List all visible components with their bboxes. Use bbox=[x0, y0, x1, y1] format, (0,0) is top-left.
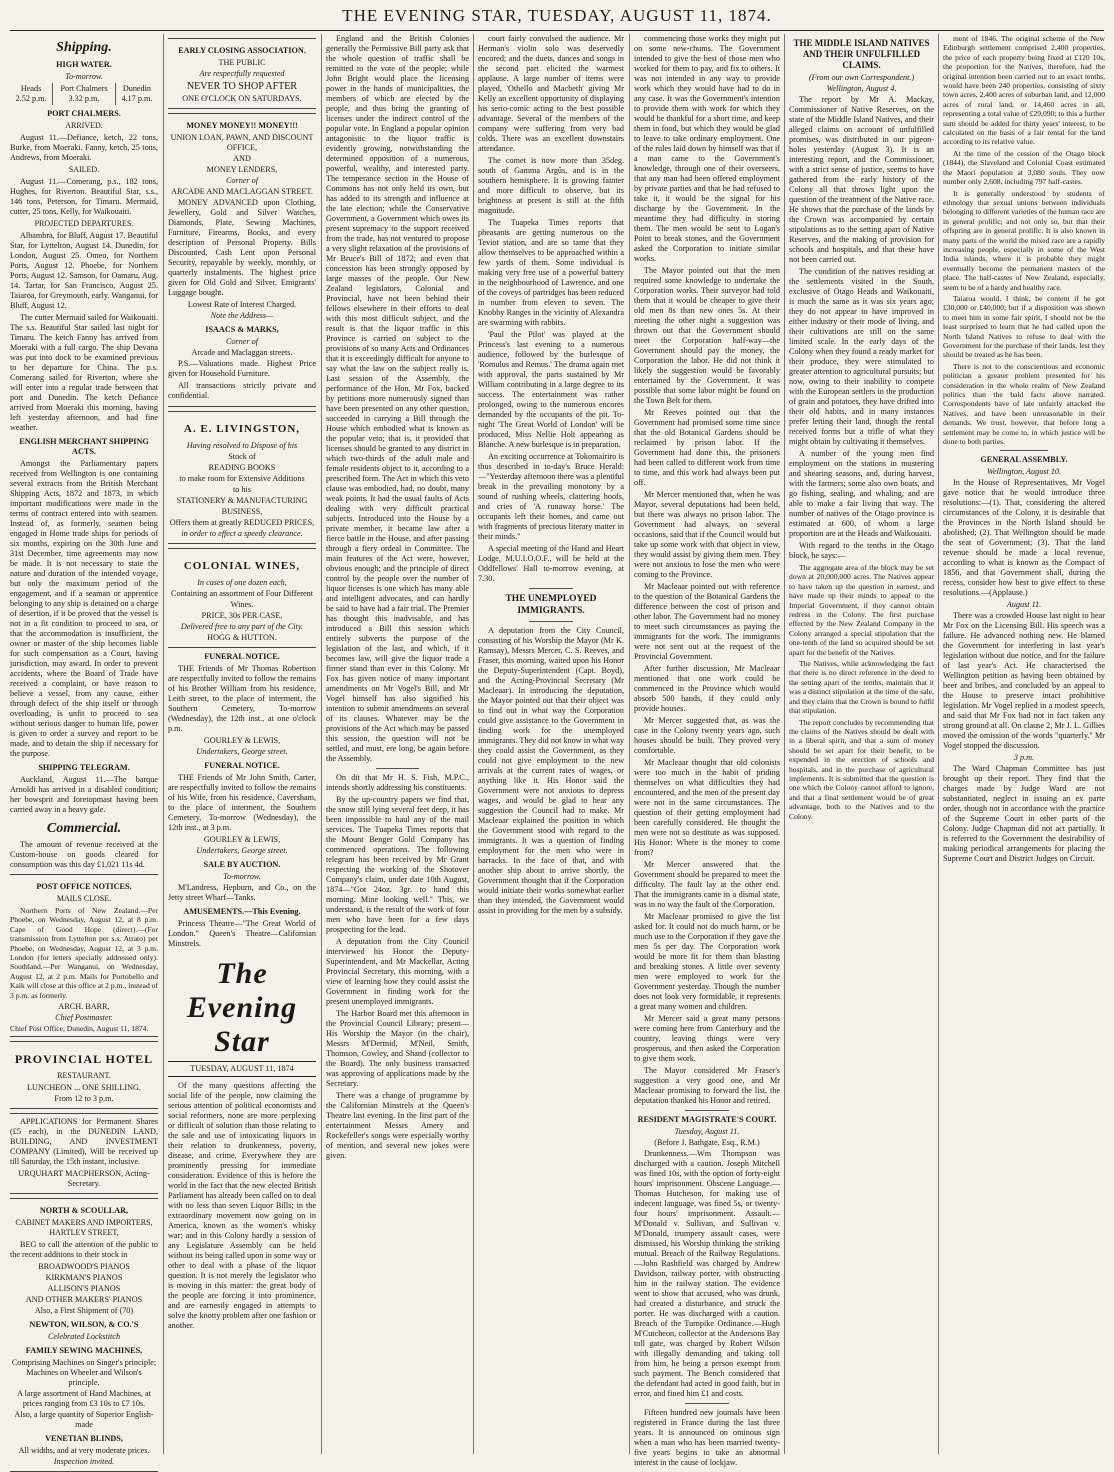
tide-cell: Heads 2.52 p.m. bbox=[10, 83, 53, 105]
column-2 bbox=[168, 34, 316, 1454]
editorial-continued: England and the British Colonies generally the Permissive Bill party ask that the whole question of traffic shall be remitted to the vote of the people; while John Bright would place the licensing power in the hands of municipalities, the members of which are elected by the people, and thus bring the granting of licenses under the indirect control of the popular vote. In England a popular opinion antagonistic to the liquor traffic is evidently growing, notwithstanding the determined opposition of a numerous, powerful, wealthy, and interested party. The temperance section in the House of Commons has not only held its own, but has added to its strength and influence at the late election; while the Conservative Government, a Government which owes its present supremacy to the support received from the trade, has not ventured to propose a very slight relaxation of the provisions of Mr Bruce's Bill of 1872; and even that concession has been strongly opposed by large masses of the people. Our New Zealand legislators, Colonial and Provincial, have not been behind their fellows elsewhere in their efforts to deal with this most difficult subject, and the result is that the liquor traffic in this Province is carried on subject to the provisions of so many Acts and Ordinances that it is exceedingly difficult for anyone to say what the law on the subject really is. Last session of the Assembly, the performance of the Hon. Mr Fox, backed by petitions more numerously signed than have been presented on any other question, succeeded in carrying a Bill through the House which embodied what is known as the popular veto; that is, it provided that licenses should be granted to any district in which two-thirds of the adult male and female residents object to it, according to a prescribed form. The Act in which this veto clause was embodied, had, no doubt, many weak points. It had the usual faults of Acts dealing with very difficult practical subjects. Introduced into the House by a private member, it became law after a fierce battle in the House, and after passing through a fiery ordeal in Committee. The main features of the Act were, however, obvious enough; and the principle of direct control by the people over the number of liquor licenses is one which has many able and intelligent advocates, and can hardly be said to have had a fair trial. The Premier has thought this inadvisable, and has introduced a Bill this session which entirely subverts the purpose of the legislation of the last, and which, if it becomes law, will give the liquor trade a firmer stand than ever in this Colony. Mr Fox has given notice of many important amendments on Mr Vogel's Bill, and Mr Vogel himself has also signified his intention to submit amendments on several of its clauses. Whatever may be the provisions of the Act which may be passed this session, the question will not be settled, and must, ere long, be again before the Assembly. bbox=[326, 34, 469, 763]
land-company-advert bbox=[10, 1113, 158, 1194]
column-rule bbox=[473, 34, 474, 1454]
funeral-firm: GOURLEY & LEWIS, bbox=[203, 736, 281, 745]
harmoniums-text: Also, a First Shipment of (70) bbox=[34, 1306, 134, 1316]
livingston-text: Stock of bbox=[228, 452, 256, 461]
port-chalmers-heading: PORT CHALMERS. bbox=[47, 109, 121, 118]
livingston-text: READING BOOKS bbox=[208, 463, 276, 472]
natives-text: A number of the young men find employment on the stations in mustering and shearing seasons, and, during harvest, with the farmers; some also own boats, and go fishing, sealing, and whaling, and are able to make a fair living that way. The number of natives of the Otago province is estimated at 600, of whom a large proportion are at the Heads and Waikouaiti. bbox=[789, 449, 934, 538]
news-paragraph: 'Paul the Pilot' was played at the Princess's last evening to a numerous audience, followed by the burlesque of 'Romulus and Remus.' The drama again met with approval, the parts sustained by Mr William contributing in a large degree to its success. The entertainment was rather prolonged, owing to the numerous encores demanded by the occupants of the pit. To-night 'The Great World of London' will be produced, Miss Nellie Holt appearing as Blanche. A new burlesque is in preparation. bbox=[478, 330, 624, 449]
sailed-text: August 11.—Comerang, p.s., 182 tons, Hughes, for Riverton. Beautiful Star, s.s., 146 tons, Peterson, for Timaru. Mermaid, cutter, 25 tons, Kelly, for Waikouaiti. bbox=[10, 177, 158, 216]
high-water-heading: HIGH WATER. bbox=[56, 60, 112, 69]
livingston-text: STATIONERY & MANUFACTURING bbox=[176, 496, 308, 505]
money-lenders: MONEY LENDERS, bbox=[206, 165, 278, 174]
news-paragraph: The Harbor Board met this afternoon in the Provincial Council Library; present—His Worship the Mayor (in the chair), Messrs M'Dermid, M'Neil, Smith, Thomson, Cowley, and Shand (collector to the Board). The only business transacted was approving of applications made by the Secretary. bbox=[326, 1009, 469, 1088]
amusements-heading: AMUSEMENTS.—This Evening. bbox=[183, 907, 301, 916]
tide-cell: Port Chalmers 3.32 p.m. bbox=[53, 83, 116, 105]
projected-text: Albambra, for Bluff, August 17. Beautiful Star, for Lyttelton, August 14. Dunedin, for London, August 25. Omeo, for Northern Ports, August 12. Phoebe, for Northern Ports, August 12. Samson, for Oamaru, Aug. 14. Tartar, for San Francisco, August 25. Taiaroa, for Greymouth, early. Wanganui, for Bluff, August 12. bbox=[10, 231, 158, 310]
natives-continued: It is generally understood by students of ethnology that sexual unions between individuals belonging to different varieties of the human race are in general prolific; and not only so, but that their offspring are in general prolific. It is also known in many parts of the world the mixed race are a rapidly increasing people, especially in some of the West India islands, where it is probable they might eventually become the permanent masters of the place. The half-castes of New Zealand, especially, seem to be of a hardy and healthy race. bbox=[943, 188, 1105, 292]
address-note: Note the Address— bbox=[210, 311, 274, 320]
piano-item: AND OTHER MAKERS' PIANOS bbox=[25, 1295, 143, 1305]
assembly-text: There was a crowded House last night to hear Mr Fox on the Licensing Bill. His speech was a failure. He advanced nothing new. He blamed the Government for interfering in last year's legislation without due notice, and for the failure of last year's Act. He characterised the Wellington petition as having been obtained by beer and bribes, and concluded by an appeal to the House to preserve intact prohibitive legislation. Mr Vogel replied in a modest speech, and said that Mr Fox had not in fact taken any strong ground at all. On clause 2, Mr J. L. Gillies moved the omission of the words "quarterly." Mr Vogel stopped the discussion. bbox=[943, 611, 1105, 751]
piano-item: KIRKMAN'S PIANOS bbox=[45, 1273, 123, 1283]
venetian-title: VENETIAN BLINDS, bbox=[45, 1434, 123, 1444]
livingston-text: in order to effect a speedy clearance. bbox=[181, 529, 303, 538]
postmaster-name: ARCH. BARR, bbox=[58, 1002, 110, 1012]
shipping-heading: Shipping. bbox=[56, 40, 112, 55]
news-paragraph: court fairly convulsed the audience. Mr Herman's violin solo was deservedly encored; and the duets, dances and songs in the second part elicited the warmest applause. A large number of items were played, 'Othello and Macbeth' giving Mr Kelly an excellent opportunity of displaying his serio-comic acting to the best possible advantage. Several of the members of the company were suffering from very bad colds. There was an excellent downstairs attendance. bbox=[478, 34, 624, 153]
paper-date: TUESDAY, AUGUST 11, 1874 bbox=[190, 1064, 294, 1073]
interest-text: Lowest Rate of Interest Charged. bbox=[187, 300, 297, 309]
merchant-shipping-heading: ENGLISH MERCHANT SHIPPING ACTS. bbox=[19, 437, 149, 456]
natives-continued: There is not to the conscientious and economic politician a greater problem presented for his consideration in the whole realm of New Zealand politics than the bald facts above narrated. Correspondents have of late unfairly attacked the Natives, and have been unreasonable in their demands. We trust, however, that before long a settlement may be come to, in which justice will be done to both parties. bbox=[943, 361, 1105, 447]
funeral-heading: FUNERAL NOTICE. bbox=[204, 652, 280, 661]
projected-label: PROJECTED DEPARTURES. bbox=[34, 219, 134, 228]
column-5 bbox=[634, 34, 780, 1467]
loan-title: UNION LOAN, PAWN, AND DISCOUNT OFFICE, bbox=[170, 133, 314, 152]
hand-machines-text: A large assortment of Hand Machines, at prices ranging from £3 10s to £7 10s. bbox=[17, 1389, 151, 1409]
natives-source: (From our own Correspondent.) bbox=[808, 73, 915, 82]
wines-text: In cases of one dozen each, bbox=[197, 578, 287, 587]
sewing-title: FAMILY SEWING MACHINES, bbox=[25, 1346, 143, 1356]
natives-text: The aggregate area of the block may be set down at 20,000,000 acres. The Natives appear to have taken up the question in earnest, and have made up their minds to appeal to the Imperial Government, if they cannot obtain redress in the Colony. The first purchase effected by the New Zealand Company in the Colony arranged a special stipulation that the one-tenth of the land so acquired should be set apart for the benefit of the Natives. bbox=[789, 563, 934, 657]
column-4 bbox=[478, 34, 624, 1454]
commercial-text: The amount of revenue received at the Custom-house on goods cleared for consumption was this day £1,021 11s 4d. bbox=[10, 840, 158, 869]
natives-text: The Natives, while acknowledging the fact that there is no direct reference in the deed to the setting apart of the tenths, maintain that it was a distinct stipulation at the time of the sale, and they claim that the Crown is bound to fulfil that stipulation. bbox=[789, 659, 934, 716]
natives-text: With regard to the tenths in the Otago block, he says:— bbox=[789, 541, 934, 560]
early-closing-public: THE PUBLIC bbox=[218, 58, 266, 67]
livingston-advert bbox=[168, 411, 316, 544]
piano-item: ALLISON'S PIANOS bbox=[47, 1284, 121, 1294]
tide-cell: Dunedin 4.17 p.m. bbox=[121, 84, 153, 103]
court-text: Drunkenness.—Wm Thompson was discharged with a caution. Joseph Mitchell was fined 10s, with the option of forty-eight hours' imprisonment. Obscene Language.—Thomas Hutcheson, for making use of indecent language, was fined 5s, or twenty-four hours' imprisonment. Assault.—M'Donald v. Sullivan, and Sullivan v. M'Donald, trumpery assault cases, were dismissed, his Worship thinking the striking mutual. Breach of the Railway Regulations.—John Rashfield was charged by Andrew Davidson, railway porter, with obstructing him in the railway station. The evidence went to show that accused, who was drunk, had created a disturbance, and struck the porter. He was discharged with a caution. Breach of the Turnpike Ordinance.—Hugh M'Cutcheon, collector at the Andersons Bay toll gate, was charged by Robert Wilson with illegally demanding and taking toll from him, he being a person exempt from such payment. The Bench considered that the defendant had acted in good faith, but in error, and fined him £1 and costs. bbox=[634, 1149, 780, 1398]
wines-firm: HOGG & HUTTON. bbox=[207, 633, 277, 642]
loan-office-advert bbox=[168, 113, 316, 407]
section-separator bbox=[376, 768, 419, 769]
wines-title: COLONIAL WINES, bbox=[183, 560, 301, 572]
news-paragraph: A deputation from the City Council interviewed his Honor the Deputy-Superintendent, and Mr Mackellar, Acting Provincial Secretary, this morning, with a view of learning how they could assist the Government in finding work for the present unemployed immigrants. bbox=[326, 937, 469, 1006]
section-separator bbox=[529, 621, 573, 622]
early-closing-advert bbox=[168, 38, 316, 109]
unemployed-heading: THE UNEMPLOYED IMMIGRANTS. bbox=[505, 594, 597, 616]
natives-continued: At the time of the cession of the Otago block (1844), the Slaveland and Colonial Coast estimated the Maori population at 3,080 souls. They now number only 2,608, including 797 half-castes. bbox=[943, 148, 1105, 187]
livingston-title: A. E. LIVINGSTON, bbox=[183, 423, 301, 435]
column-rule bbox=[938, 34, 939, 1454]
arrived-label: ARRIVED. bbox=[65, 121, 103, 130]
livingston-text: to his bbox=[233, 485, 251, 494]
also-text: Also, a large quantity of Superior English-made bbox=[14, 1410, 154, 1430]
isaacs-sub: Corner of bbox=[225, 337, 259, 346]
shipping-news: The cutter Mermaid sailed for Waikouaiti. The s.s. Beautiful Star sailed last night for Timaru. The ketch Fanny has arrived from Moeraki with a full cargo. The ship Devana was put into dock to be examined previous to her departure for China. The p.s. Comerang sailed for Riverton, where she will enter into a regular trade between that port and Dunedin. The ketch Defiance arrived from Moeraki this morning, having left yesterday afternoon, and had fine weather. bbox=[10, 313, 158, 432]
sewing-text: Comprising Machines on Singer's principle; Machines on Wheeler and Wilson's principle. bbox=[11, 1358, 157, 1388]
isaacs-address: Arcade and Maclaggan streets. bbox=[191, 348, 293, 357]
tide-table bbox=[10, 83, 158, 105]
column-3 bbox=[326, 34, 469, 1454]
court-heading: RESIDENT MAGISTRATE'S COURT. bbox=[637, 1115, 777, 1124]
funeral-firm-sub: Undertakers, George street. bbox=[196, 747, 288, 756]
unemployed-continued: Mr Mercer suggested that, as was the case in the Colony twenty years ago, such houses should be built. They proved very comfortable. bbox=[634, 716, 780, 755]
north-scoullar-sub: CABINET MAKERS AND IMPORTERS, HARTLEY STREET, bbox=[15, 1218, 153, 1238]
wines-text: Containing an assortment of Four Different bbox=[171, 589, 313, 598]
hotel-subtitle: RESTAURANT. bbox=[57, 1071, 111, 1081]
unemployed-continued: The Mayor considered Mr Fraser's suggestion a very good one, and Mr Macleaar promising to forward the list, the deputation thanked his Honor and retired. bbox=[634, 1066, 780, 1105]
north-scoullar-text: BEG to call the attention of the public to the recent additions to their stock in bbox=[10, 1240, 158, 1260]
unemployed-continued: Mr Mercer mentioned that, when he was Mayor, several deputations had been held, but there was always no prison labor. The Government had always, on several occasions, said that if the Council would but take up some work with that object in view, they would assist by giving them men. They were not anxious to lose the men who were coming to the Province. bbox=[634, 490, 780, 579]
title-rule bbox=[168, 1076, 316, 1077]
newton-title: NEWTON, WILSON, & CO.'S bbox=[29, 1320, 139, 1330]
section-separator bbox=[529, 588, 573, 589]
column-rule bbox=[784, 34, 785, 1454]
auction-text: M'Landress, Hepburn, and Co., on the Jetty street Wharf—Tanks. bbox=[168, 883, 316, 902]
livingston-text: to make room for Extensive Additions bbox=[179, 474, 305, 483]
news-paragraph: There was a change of programme by the Californian Minstrels at the Queen's Theatre last evening. In the first part of the entertainment Messrs Amery and Rockefeller's songs were especially worthy of mention, and several new jokes were given. bbox=[326, 1091, 469, 1160]
north-scoullar-advert bbox=[10, 1198, 158, 1472]
masthead-rule bbox=[10, 30, 1104, 31]
wines-text: Wines. bbox=[230, 600, 254, 609]
newton-sub: Celebrated Lockstitch bbox=[47, 1332, 121, 1342]
news-paragraph: An exciting occurrence at Tokomairiro is thus described in to-day's Bruce Herald:—"Yesterday afternoon there was a plentiful break in the prevailing monotony by a sound of rushing wheels, clattering hoofs, and cries of 'A runaway horse.' The occupants left their homes, and came out with fragments of precious literary matter in their minds." bbox=[478, 452, 624, 541]
natives-date: Wellington, August 4. bbox=[826, 84, 897, 93]
natives-text: The report concludes by recommending that the claims of the Natives should be dealt with in a liberal spirit, and that a sum of money should be set apart for their benefit, to be expended in the erection of schools and hospitals, and in the purchase of agricultural implements. It is submitted that the question is one which the Colony cannot afford to ignore, and that a final settlement would be of great advantage, both to the Natives and to the Colony. bbox=[789, 717, 934, 821]
corner-label: Corner of bbox=[225, 176, 259, 185]
news-paragraph: Fifteen hundred new journals have been registered in France during the last three years. It is announced on ominous sign when a man who has been married twenty-five years begins to take an abnormal interest in the cause of lockjaw. bbox=[634, 1408, 780, 1467]
hotel-luncheon: LUNCHEON ... ONE SHILLING. bbox=[27, 1083, 141, 1093]
early-closing-text: Are respectfully requested bbox=[199, 69, 285, 78]
natives-continued: Taiaroa would, I think, be content if he got £30,000 or £40,000; but if a disposition was shown to meet him in some fair spirit, I should not be the least surprised to learn that he had called upon the North Island Natives to refuse to deal with the Government for the purchase of their lands, lest they should be treated as he has been. bbox=[943, 293, 1105, 360]
livingston-text: Having resolved to Dispose of his bbox=[186, 441, 298, 450]
commercial-heading: Commercial. bbox=[46, 821, 122, 836]
unemployed-continued: After further discussion, Mr Macleaar mentioned that one work could be commenced in the Province which would absorb 500 hands, if they could only provide houses. bbox=[634, 664, 780, 713]
livingston-text: Offers them at greatly REDUCED PRICES, bbox=[169, 518, 315, 527]
unemployed-text: A deputation from the City Council, consisting of his Worship the Mayor (Mr K. Ramsay), Messrs Mercer, C. S. Reeves, and Fraser, this morning, waited upon his Honor the Deputy-Superintendent (Capt. Boyd), and the Acting-Provincial Secretary (Mr Macleaar). In introducing the deputation, the Mayor pointed out that their object was to find out in what way the Corporation could give assistance to the Government in finding work for the unemployed immigrants. They did not know in what way they could assist the Government, as they could not give employment to the new arrivals at the current rates of wages, or anything like it. His Honor said the Government were not anxious to depress wages, and would be glad to hear any suggestion the Council had to make. Mr Macleaar explained the position in which the Government stood with regard to the immigrants. It was a question of finding employment for the men who were in barracks. In the face of that, and with another ship about to arrive shortly, the Government thought that if the Corporation would initiate their works somewhat earlier than they intended, the Government would assist in providing for the men by a subsidy. bbox=[478, 626, 624, 915]
telegram-heading: SHIPPING TELEGRAM. bbox=[38, 763, 130, 772]
unemployed-continued: Mr Reeves pointed out that the Government had promised some time since that the old Botanical Gardens should be reclaimed by prison labor. If the Government had done this, the prisoners had been called to different work from time to time, and this work had always been put off. bbox=[634, 408, 780, 487]
title-rule bbox=[168, 1061, 316, 1062]
column-rule bbox=[163, 34, 164, 1454]
page-masthead: THE EVENING STAR, TUESDAY, AUGUST 11, 1874. bbox=[342, 6, 772, 25]
assembly-text: In the House of Representatives, Mr Vogel gave notice that he would introduce three resolutions:—(1). That, considering the altered circumstances of the Colony, it is desirable that the Provinces in the North Island should be abolished; (2). That Wellington should be made the seat of Government; (3). That the land revenue should be made a local revenue, according to what is known as the Compact of 1856, and that Government shall, during the recess, consider how best to give effect to these resolutions.—(Applause.) bbox=[943, 478, 1105, 598]
livingston-text: BUSINESS, bbox=[221, 507, 263, 516]
early-closing-title: EARLY CLOSING ASSOCIATION. bbox=[178, 46, 306, 55]
unemployed-continued: Mr Mercer said a great many persons were coming here from Canterbury and the country, leaving things were very prosperous, and then asked the Corporation to give them work. bbox=[634, 1014, 780, 1063]
early-closing-text: ONE O'CLOCK ON SATURDAYS. bbox=[182, 94, 302, 103]
wines-price: PRICE, 30s PER CASE, bbox=[201, 611, 283, 620]
funeral-text: THE Friends of Mr John Smith, Carter, are respectfully invited to follow the remains of his Wife, from his residence, Caversham, to the place of interment, the Southern Cemetery, To-morrow (Wednesday), the 12th inst., at 3 p.m. bbox=[168, 773, 316, 832]
natives-text: The report by Mr A. Mackay, Commissioner of Native Reserves, on the state of the Middle Island Natives, and their alleged claims on account of unfulfilled promises, was distributed in our pigeon-holes yesterday (August 3). It is an interesting report, and the Commissioner, with a strict sense of justice, seems to have gathered from the early history of the Colony all that throws light upon the question of the treatment of the Native race. He shows that the purchase of the lands by the Crown was accompanied by certain stipulations as to the setting apart of Native Reserves, and the making of provision for schools and hospitals, and that these have not been carried out. bbox=[789, 95, 934, 264]
section-separator bbox=[1000, 450, 1049, 451]
news-paragraph: A special meeting of the Hand and Heart Lodge, M.U.I.O.O.F., will be held at the Oddfellows' Hall to-morrow evening, at 7.30. bbox=[478, 544, 624, 583]
post-office-heading: POST OFFICE NOTICES. bbox=[36, 882, 132, 891]
mails-close-label: MAILS CLOSE. bbox=[56, 894, 112, 903]
column-7 bbox=[943, 34, 1105, 1454]
news-paragraph: The comet is now more than 35deg. south of Gamma Argûs, and is in the southern hemisphere. It is growing fainter and more difficult to observe, but its brightness at present is still at the fifth magnitude. bbox=[478, 156, 624, 215]
post-office-text: Northern Ports of New Zealand.—Per Phoebe, on Wednesday, August 12, at 8 p.m. Cape of Good Hope (direct).—(For transmission from Lyttelton per s.s. Atrato) per Phoebe, on Wednesday, August 12, at 3 p.m. London (for letters specially addressed only). Southland.—Per Wanganui, on Wednesday, August 12, at 2 p.m. Mails for Portobello and Kaik will close at this office at 2 p.m., instead of 3 p.m. as formerly. bbox=[10, 906, 158, 1000]
editorial-text: Of the many questions affecting the social life of the people, now claiming the serious attention of political economists and social reformers, none are more perplexing or difficult of solution than those relating to the sale and use of intoxicating liquors in their relation to drunkenness, poverty, disease, and crime. Everywhere they are prominently pressing for immediate consideration. Evidence of this is before the world in the fact that the new elected British Parliament has already been called on to deal with no less than seven Liquor Bills; in the extraordinary movement now going on in America, known as the women's whisky war; and in this Colony hardly a session of any Legislature Assembly can be held without its being called upon in some way or other to deal with a phase of the liquor question. It is not merely the legislator who is moving in this matter: the great body of the people are forcing it into prominence, and are earnestly engaged in attempts to solve the knotty problem after one fashion or another. bbox=[168, 1081, 316, 1330]
arcade-label: ARCADE AND MACLAGGAN STREET. bbox=[171, 187, 313, 196]
unemployed-continued: Mr Macleaar pointed out with reference to the question of the Botanical Gardens the difference between the cost of prison and other labor. The Government had no money to meet such circumstances as paying the immigrants for the work. The immigrants were not sent out at the request of the Provincial Government. bbox=[634, 582, 780, 661]
loan-sub: AND bbox=[233, 154, 251, 163]
natives-continued: ment of 1846. The original scheme of the New Edinburgh settlement comprised 2,400 properties, the price of each property being fixed at £120 10s, the proportion for the Natives, therefore, had the original intention been carried out to an exact tenths, would have been 240 properties, consisting of sixty town acres, 2,400 acres of suburban land, and 12,000 acres of rural land, or 14,460 acres in all, representing a total value of £29,090; to this a further sum should be added for thirty years' interest, to be calculated on the basis of a fair rental for the land according to its relative value. bbox=[943, 34, 1105, 147]
paper-title: The Evening Star bbox=[186, 957, 298, 1058]
column-rule bbox=[321, 34, 322, 1454]
venetian-sub: All widths, and at very moderate prices. bbox=[18, 1446, 150, 1456]
merchant-shipping-text: Amongst the Parliamentary papers received from Wellington is one containing several extracts from the British Merchant Shipping Acts, 1872 and 1873, in which important modifications were made in the terms of contract entered into with seamen. Instead of, as formerly, seamen being engaged in Home trade ships for periods of six months, expiring on the 30th June and 31st December, time agreements may now be made. It is not necessary to state the nature and duration of the intended voyage, but only the maximum period of the engagement, and if a seaman or apprentice belonging to any ship is detained on a charge of desertion, if it be proved that the vessel is not in a fit condition to proceed to sea, or that the accommodation is insufficient, the owner or master of the ship becomes liable for such compensation as a Court, having jurisdiction, may award. In order to prevent accidents, where the Board of Trade have received a complaint, or have reason to believe a vessel, from any cause, either through defect of the ship itself or through overloading, is unfit to proceed to sea without serious danger to human life, power is given to order a survey and report to be made, and to detain the ship if necessary for the purpose. bbox=[10, 459, 158, 758]
applications-text: APPLICATIONS for Permanent Shares (£5 each), in the DUNEDIN LAND, BUILDING, AND INVESTMENT COMPANY (Limited), Will be received up till Saturday, the 15th instant, inclusive. bbox=[10, 1117, 158, 1167]
assembly-time: 3 p.m. bbox=[1013, 753, 1035, 763]
court-date: Tuesday, August 11. bbox=[674, 1127, 740, 1136]
post-office-notice bbox=[10, 874, 158, 1037]
sailed-label: SAILED. bbox=[68, 165, 100, 174]
court-before: (Before J. Bathgate, Esq., R.M.) bbox=[654, 1138, 760, 1147]
column-rule bbox=[629, 34, 630, 1454]
early-closing-text: NEVER TO SHOP AFTER bbox=[186, 81, 298, 92]
unemployed-continued: commencing those works they might put on some new-chums. The Government intended to give the best of those men who worked for them to pay, and fix to others. It was not intended in any way to provide work which they would have had to do in any case. It was the Government's intention to provide them with work for which they would be thankful for a short time, and keep them in food, but which they would be glad to leave to take ordinary employment. One of the rules laid down by himself was that if a man came to the Government's knowledge, through one of their overseers, that any man had been offered employment by private parties and that he had refused to take it, it would be the signal for his discharge by the Government. In the meantime they had difficulty in storing them. The men would be sent to Logan's Point to break stones, and the Government asked the Corporation to initiate similar works. bbox=[634, 34, 780, 263]
postmaster-title: Chief Postmaster. bbox=[55, 1013, 113, 1023]
money-text: MONEY ADVANCED upon Clothing, Jewellery, Gold and Silver Watches, Diamonds, Plate, Sewing Machines, Furniture, Firearms, Books, and every description of Personal Property. Bills Discounted, Cash Lent upon Personal Security, repayable by weekly, monthly, or quarterly instalments. The highest price given for Old Gold and Silver. Emigrants' Luggage bought. bbox=[168, 198, 316, 297]
section-separator bbox=[685, 1110, 729, 1111]
assembly-text: The Ward Chapman Committee has just brought up their report. They find that the charges made by Judge Ward are not substantiated, neglect in issuing an ex parte order, though not in accordance with the practice of the Supreme Court in other parts of the Colony. Judge Chapman did not act partially. It is referred to the Government the desirability of making periodical arrangements for placing the Supreme Court and District Judges on Circuit. bbox=[943, 764, 1105, 864]
post-office-date: Chief Post Office, Dunedin, August 11, 1874. bbox=[10, 1024, 149, 1034]
unemployed-continued: Mr Mercer answered that the Government should be prepared to meet the difficulty. The fault lay at the other end. That the immigrants came in a dismal state, was in no way the fault of the Corporation. bbox=[634, 860, 780, 909]
unemployed-continued: Mr Macleaar thought that old colonists were too much in the habit of priding themselves on what difficulties they had encountered, and the men of the present day were not in the same circumstances. The question of their getting employment had been carefully considered. He thought the men were not so destitute as was supposed. His Honor: Where is the money to come from? bbox=[634, 758, 780, 857]
hotel-title: PROVINCIAL HOTEL bbox=[14, 1052, 154, 1067]
natives-text: The condition of the natives residing at the settlements visited in the South, exclusive of Otago Heads and Waikouaiti, is much the same as it was six years ago; they do not appear to have improved in either industry or their mode of living, and their cultivations are still on the same limited scale. In the early days of the Colony when they found a ready market for their produce, they were stimulated to greater attention to agricultural pursuits; but now, owing to their inability to compete with the European settlers in the production of grain and potatoes, they have drifted into their old habits, and in many instances prefer letting their land, though the rental received forms but a trifle of what they might obtain by cultivating it themselves. bbox=[789, 267, 934, 446]
inspection-text: Inspection invited. bbox=[53, 1457, 115, 1467]
column-1 bbox=[10, 34, 158, 1467]
assembly-subdate: August 11. bbox=[1006, 600, 1042, 610]
valuations-text: P.S.—Valuations made. Highest Price given for Household Furniture. bbox=[168, 359, 316, 378]
news-paragraph: The Tuapeka Times reports that pheasants are getting numerous on the Teviot station, and are so tame that they allow themselves to be approached within a few yards of them. Some individual is making very free use of a powerful battery in the neighbourhood of Lawrence, and one of the coveys of partridges has been reduced in number from eleven to seven. The Knobby Ranges in the vicinity of Alexandra are swarming with rabbits. bbox=[478, 218, 624, 327]
applications-sign: URQUHART MACPHERSON, Acting-Secretary. bbox=[18, 1169, 150, 1189]
telegram-text: Auckland, August 11.—The barque Arnoldi has arrived in a disabled condition; her bowsprit and foretopmast having been carried away in a heavy gale. bbox=[10, 775, 158, 814]
auction-heading: SALE BY AUCTION. bbox=[203, 860, 281, 869]
hotel-advert bbox=[10, 1041, 158, 1109]
news-paragraph: On dit that Mr H. S. Fish, M.P.C., intends shortly addressing his constituents. bbox=[326, 773, 469, 792]
north-scoullar-title: NORTH & SCOULLAR, bbox=[39, 1206, 129, 1216]
wines-advert bbox=[168, 548, 316, 648]
section-separator bbox=[685, 1403, 729, 1404]
news-paragraph: By the up-country papers we find that, the snow still lying several feet deep, it has been impossible to haul any of the mail services. The Tuapeka Times reports that the Mount Benger Gold Company has commenced operations. The following telegram has been received by Mr Grant respecting the working of the Shotover Company's claim, under date 10th August, 1874—"Got 24oz. 3gr. to hand this morning. Mine looking well." This, we understand, is the result of the work of four men who have been for a few days prospecting for the lead. bbox=[326, 795, 469, 934]
natives-heading: THE MIDDLE ISLAND NATIVES AND THEIR UNFULFILLED CLAIMS. bbox=[793, 38, 930, 70]
auction-sub: To-morrow. bbox=[223, 872, 261, 881]
unemployed-continued: Mr Macleaar promised to give the list asked for. It could not do much harm, or be much use to the Corporation if they gave the men 5s per day. The Corporation work would be more fit for them than blasting and breaking stones. A little over seventy men were employed to work for the Government yesterday. Though the number does not look very formidable, it represents a great many women and children. bbox=[634, 912, 780, 1011]
money-title: MONEY MONEY!! MONEY!!! bbox=[186, 121, 298, 130]
isaacs-marks: ISAACS & MARKS, bbox=[205, 325, 279, 334]
assembly-heading: GENERAL ASSEMBLY. bbox=[980, 455, 1068, 465]
piano-item: BROADWOOD'S PIANOS bbox=[38, 1262, 130, 1272]
wines-delivery: Delivered free to any part of the City. bbox=[180, 622, 304, 631]
column-6 bbox=[789, 34, 934, 1454]
funeral-text: THE Friends of Mr Thomas Robertson are respectfully invited to follow the remains of his Brother William from his residence, Leith street, to the place of interment, the Southern Cemetery, To-morrow (Wednesday), the 12th inst., at one o'clock p.m. bbox=[168, 664, 316, 733]
hotel-hours: From 12 to 3 p.m. bbox=[54, 1094, 114, 1104]
unemployed-continued: The Mayor pointed out that the men required some knowledge to undertake the Corporation works. Their surveyor had told them that it would be cheaper to give their old men 8s than new ones 5s. At their meeting the other night a suggestion was thrown out that the Government should meet the Corporation half-way—the Government should pay the money, the Corporation the labor. He did not think it likely the suggestion would be favorably entertained by the Government. It was possible that some labor might be found on the Town Belt for them. bbox=[634, 266, 780, 405]
funeral-heading: FUNERAL NOTICE. bbox=[204, 761, 280, 770]
amusements-text: Princess Theatre—"The Great World of London." Queen's Theatre—Californian Minstrels. bbox=[168, 919, 316, 948]
funeral-firm-sub: Undertakers, George street. bbox=[196, 846, 288, 855]
assembly-date: Wellington, August 10. bbox=[986, 467, 1062, 477]
arrived-text: August 11.—Defiance, ketch, 22 tons, Burke, from Moeraki. Fanny, ketch, 25 tons, Andrews, from Moeraki. bbox=[10, 133, 158, 162]
confidential-text: All transactions strictly private and confidential. bbox=[168, 381, 316, 400]
funeral-firm: GOURLEY & LEWIS, bbox=[203, 835, 281, 844]
tomorrow-label: To-morrow. bbox=[65, 72, 103, 81]
